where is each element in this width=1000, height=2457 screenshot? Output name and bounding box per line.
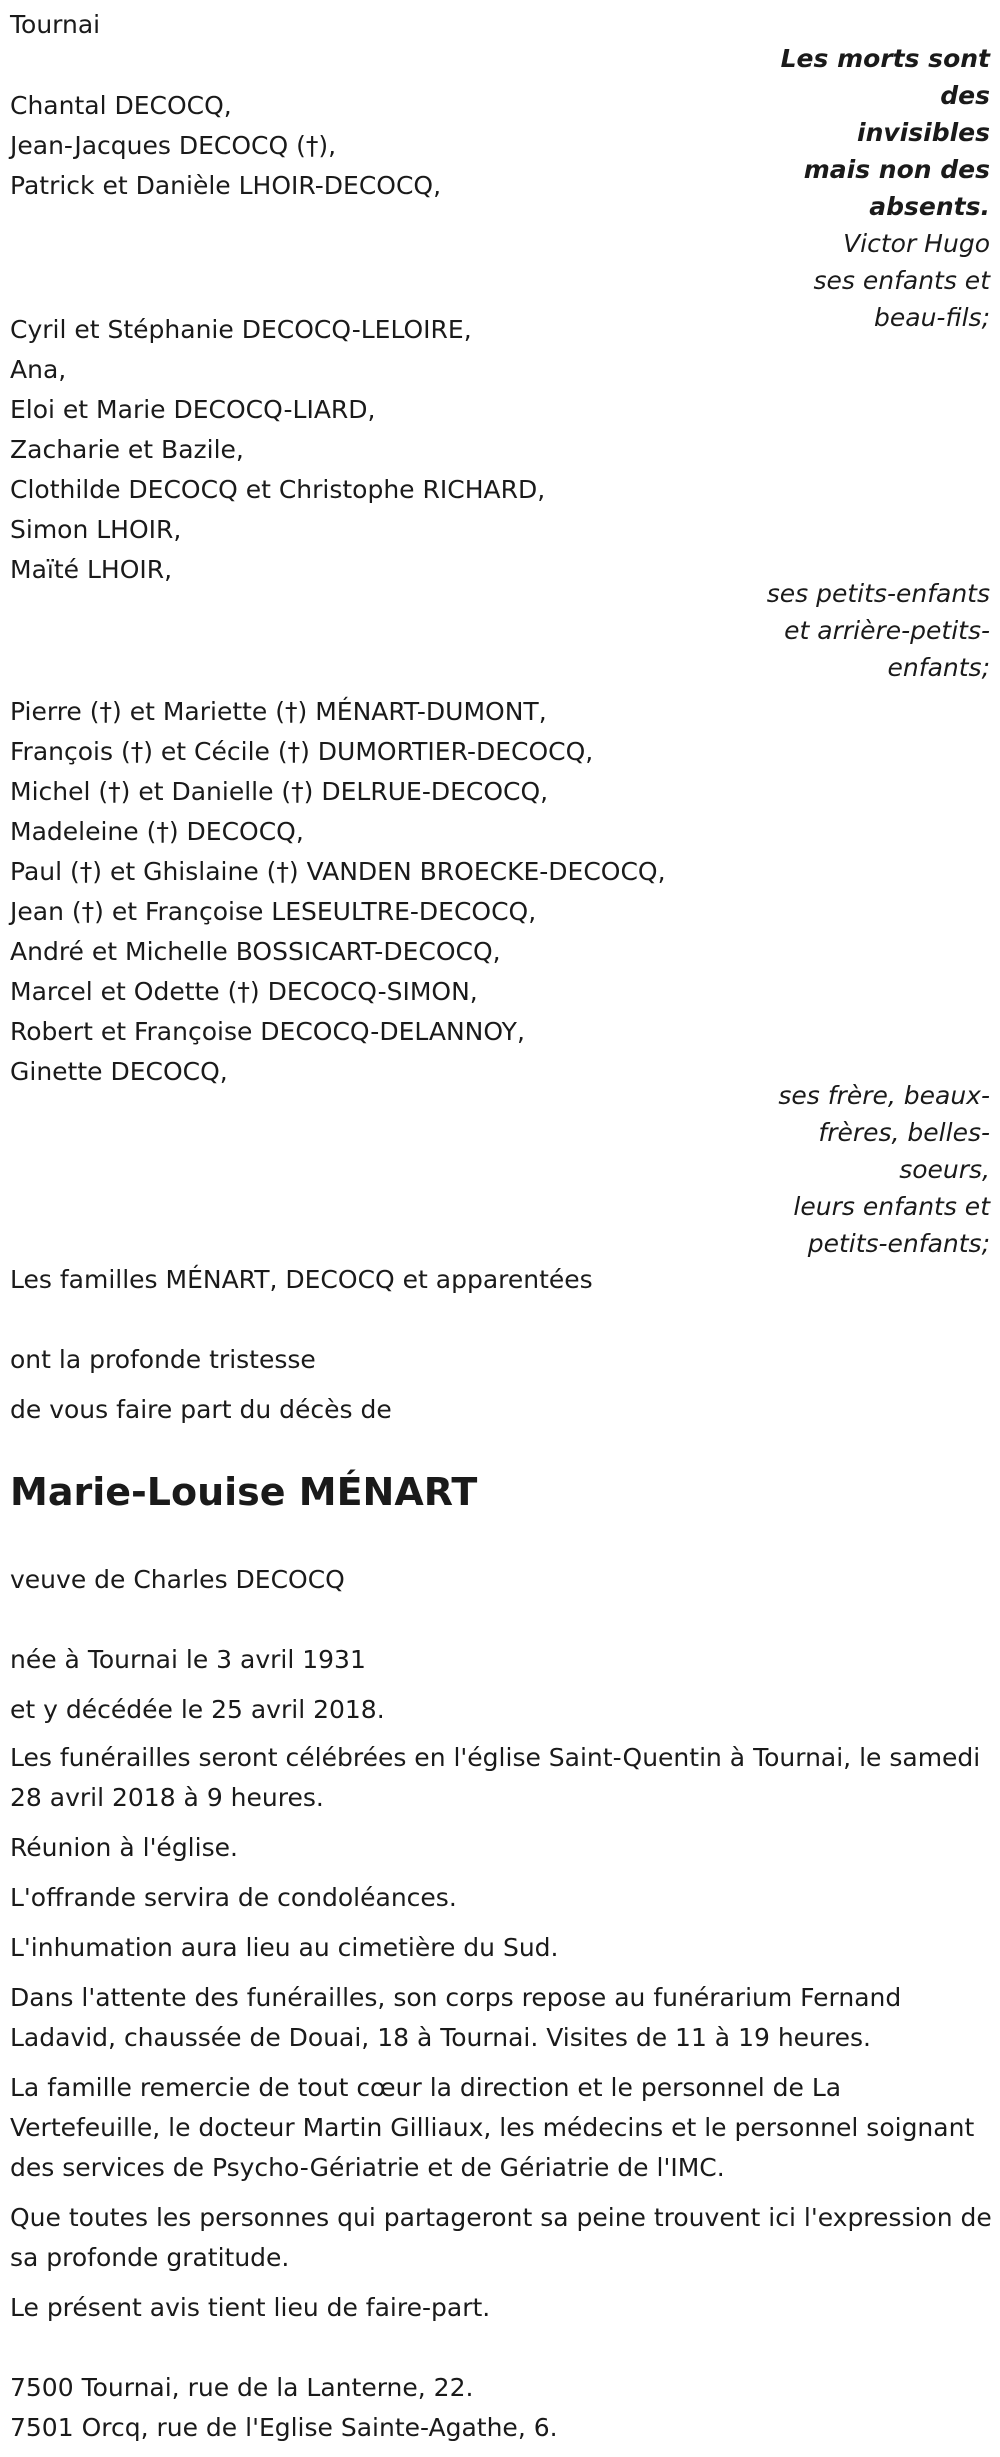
family-member: Pierre (†) et Mariette (†) MÉNART-DUMONT, — [10, 697, 547, 726]
family-member: Patrick et Danièle LHOIR-DECOCQ, — [10, 171, 442, 200]
grandchildren-role — [730, 575, 990, 686]
family-member: Marcel et Odette (†) DECOCQ-SIMON, — [10, 977, 478, 1006]
family-member: Jean (†) et Françoise LESEULTRE-DECOCQ, — [10, 897, 537, 926]
family-member: Robert et Françoise DECOCQ-DELANNOY, — [10, 1017, 525, 1046]
family-member: Jean-Jacques DECOCQ (†), — [10, 131, 337, 160]
quote-line: mais non des — [803, 155, 990, 184]
families: Les familles MÉNART, DECOCQ et apparentées — [10, 1265, 593, 1294]
meeting-info: Réunion à l'église. — [10, 1833, 238, 1862]
family-member: Cyril et Stéphanie DECOCQ-LELOIRE, — [10, 315, 472, 344]
family-member: André et Michelle BOSSICART-DECOCQ, — [10, 937, 501, 966]
family-member: Simon LHOIR, — [10, 515, 182, 544]
children-role: ses enfants et — [813, 266, 990, 295]
family-member: Paul (†) et Ghislaine (†) VANDEN BROECKE-DECOCQ, — [10, 857, 666, 886]
announce-line: ont la profonde tristesse — [10, 1345, 316, 1374]
role-line: leurs enfants et — [793, 1192, 990, 1221]
gratitude: Que toutes les personnes qui partageront sa peine trouvent ici l'expression de sa profonde gratitude. — [10, 2203, 992, 2272]
role-line: enfants; — [887, 653, 990, 682]
city: Tournai — [10, 10, 101, 39]
children-role: beau-fils; — [874, 303, 990, 332]
thanks: La famille remercie de tout cœur la direction et le personnel de La Vertefeuille, le docteur Martin Gilliaux, les médecins et le personnel soignant des services de Psycho-Gériatrie et de Gériatrie de l'IMC. — [10, 2073, 975, 2182]
death-info: et y décédée le 25 avril 2018. — [10, 1695, 385, 1724]
funeral-info: Les funérailles seront célébrées en l'église Saint-Quentin à Tournai, le samedi 28 avril 2018 à 9 heures. — [10, 1743, 981, 1812]
quote — [730, 40, 990, 336]
family-member: Maïté LHOIR, — [10, 555, 173, 584]
role-line: petits-enfants; — [807, 1229, 990, 1258]
address: 7500 Tournai, rue de la Lanterne, 22. — [10, 2373, 474, 2402]
siblings-role — [730, 1077, 990, 1262]
family-member: Ana, — [10, 355, 67, 384]
family-member: Madeleine (†) DECOCQ, — [10, 817, 304, 846]
family-member: Eloi et Marie DECOCQ-LIARD, — [10, 395, 376, 424]
role-line: ses frère, beaux- — [778, 1081, 990, 1110]
family-member: Michel (†) et Danielle (†) DELRUE-DECOCQ, — [10, 777, 549, 806]
deceased-name: Marie-Louise MÉNART — [10, 1470, 478, 1514]
role-line: ses petits-enfants — [766, 579, 990, 608]
burial-info: L'inhumation aura lieu au cimetière du Sud. — [10, 1933, 559, 1962]
quote-line: absents. — [869, 192, 990, 221]
address: 7501 Orcq, rue de l'Eglise Sainte-Agathe, 6. — [10, 2413, 558, 2442]
family-member: Chantal DECOCQ, — [10, 91, 232, 120]
notice: Le présent avis tient lieu de faire-part. — [10, 2293, 491, 2322]
offering-info: L'offrande servira de condoléances. — [10, 1883, 457, 1912]
role-line: frères, belles- — [818, 1118, 990, 1147]
family-member: François (†) et Cécile (†) DUMORTIER-DECOCQ, — [10, 737, 594, 766]
quote-author: Victor Hugo — [843, 229, 990, 258]
quote-line: invisibles — [857, 118, 990, 147]
quote-line: Les morts sont des — [780, 44, 990, 110]
family-member: Ginette DECOCQ, — [10, 1057, 228, 1086]
widow-of: veuve de Charles DECOCQ — [10, 1565, 345, 1594]
visitation-info: Dans l'attente des funérailles, son corps repose au funérarium Fernand Ladavid, chaussée de Douai, 18 à Tournai. Visites de 11 à 19 heures. — [10, 1983, 902, 2052]
birth-info: née à Tournai le 3 avril 1931 — [10, 1645, 366, 1674]
role-line: et arrière-petits- — [784, 616, 990, 645]
family-member: Clothilde DECOCQ et Christophe RICHARD, — [10, 475, 546, 504]
family-member: Zacharie et Bazile, — [10, 435, 244, 464]
announce-line: de vous faire part du décès de — [10, 1395, 392, 1424]
role-line: soeurs, — [899, 1155, 990, 1184]
